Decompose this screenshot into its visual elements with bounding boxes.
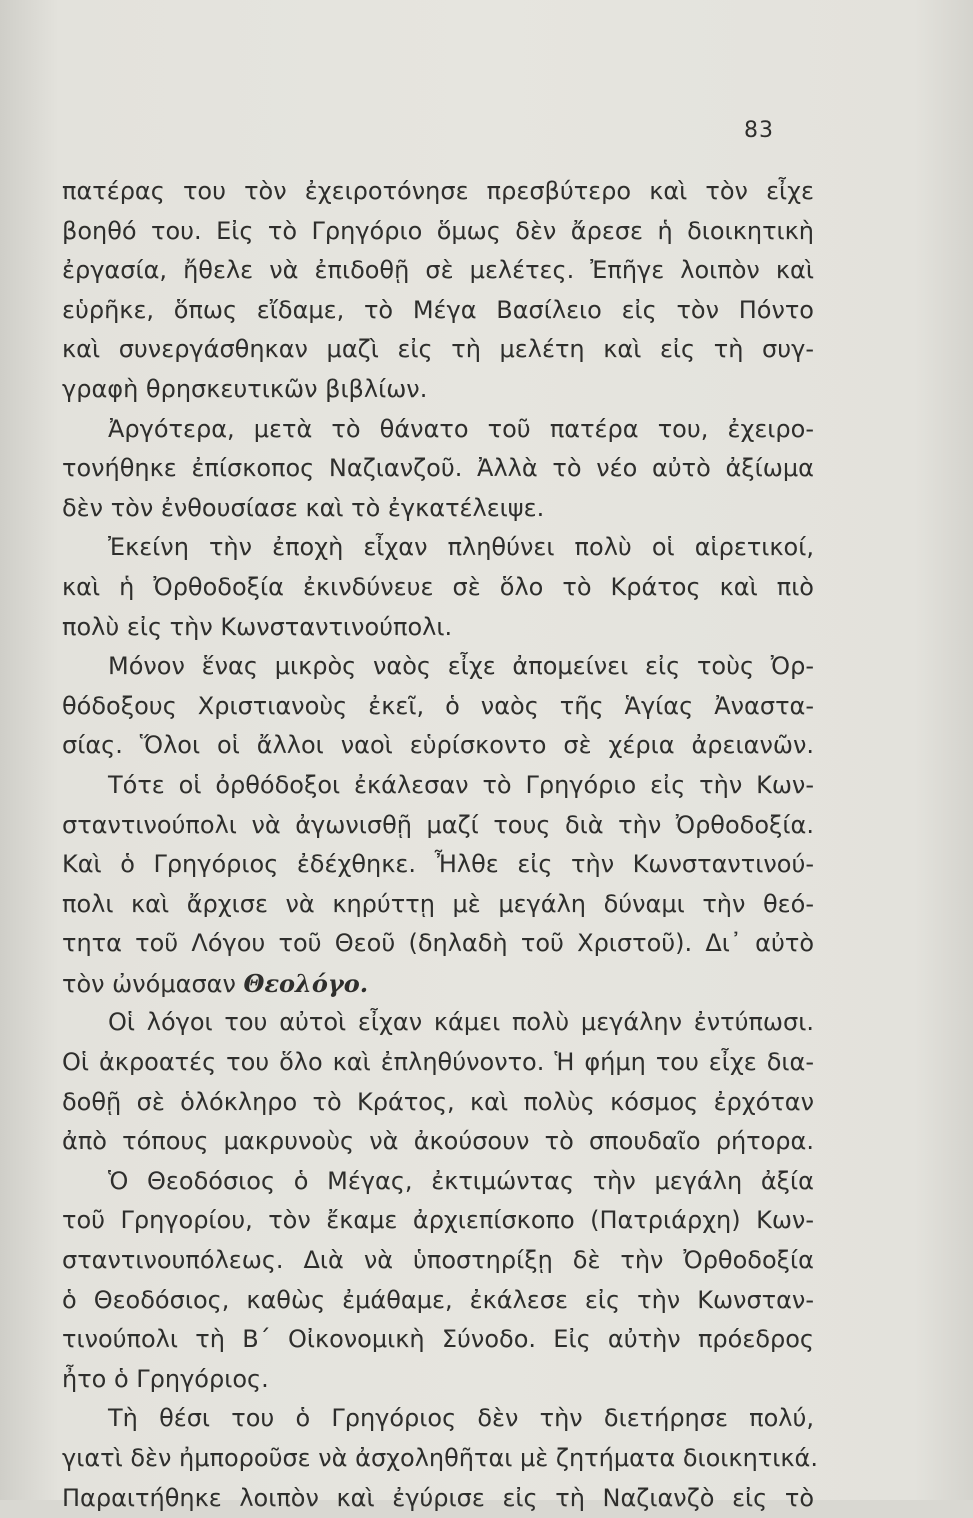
text-line-content: ὁ Θεοδόσιος, καθὼς ἐμάθαμε, ἐκάλεσε εἰς τὴν Κωνσταν- — [62, 1285, 814, 1314]
text-line — [62, 924, 814, 964]
text-line — [62, 370, 814, 410]
text-line-content: πατέρας του τὸν ἐχειροτόνησε πρεσβύτερο καὶ τὸν εἶχε — [62, 177, 814, 205]
text-line — [62, 1122, 814, 1162]
text-line — [62, 410, 814, 450]
text-line-content: σταντινουπόλεως. Διὰ νὰ ὑποστηρίξῃ δὲ τὴν Ὀρθοδοξία — [62, 1246, 814, 1275]
text-line — [62, 647, 814, 687]
text-line-content: ἀπὸ τόπους μακρυνοὺς νὰ ἀκούσουν τὸ σπουδαῖο ρήτορα. — [62, 1127, 814, 1156]
text-line-content: Ἀργότερα, μετὰ τὸ θάνατο τοῦ πατέρα του, ἐχειρο- — [108, 414, 814, 443]
text-line-content: Μόνον ἕνας μικρὸς ναὸς εἶχε ἀπομείνει εἰς τοὺς Ὀρ- — [108, 652, 814, 681]
text-line — [62, 766, 814, 806]
text-line-content: δοθῇ σὲ ὁλόκληρο τὸ Κράτος, καὶ πολὺς κόσμος ἐρχόταν — [62, 1087, 814, 1116]
emphasized-term: Θεολόγο. — [243, 968, 369, 998]
text-line-content: πολι καὶ ἄρχισε νὰ κηρύττῃ μὲ μεγάλη δύναμι τὴν θεό- — [62, 889, 814, 918]
text-line — [62, 1479, 814, 1518]
text-line — [62, 291, 814, 331]
text-line — [62, 251, 814, 291]
text-line — [62, 1439, 818, 1479]
text-line — [62, 964, 814, 1004]
text-line — [62, 608, 814, 648]
text-line — [62, 449, 814, 489]
text-line-content: σίας. Ὅλοι οἱ ἄλλοι ναοὶ εὑρίσκοντο σὲ χέρια ἀρειανῶν. — [62, 731, 814, 760]
text-line — [62, 1360, 814, 1400]
text-line-content: βοηθό του. Εἰς τὸ Γρηγόριο ὅμως δὲν ἄρεσε ἡ διοικητικὴ — [62, 216, 814, 245]
text-line — [62, 330, 814, 370]
text-line-content: τονήθηκε ἐπίσκοπος Ναζιανζοῦ. Ἀλλὰ τὸ νέο αὐτὸ ἀξίωμα — [62, 454, 814, 483]
text-line-content: γραφὴ θρησκευτικῶν βιβλίων. — [62, 374, 428, 403]
text-line — [62, 1281, 814, 1321]
text-line — [62, 1201, 814, 1241]
text-line — [62, 885, 814, 925]
body-text — [62, 172, 818, 1518]
text-line-content: ἐργασία, ἤθελε νὰ ἐπιδοθῇ σὲ μελέτες. Ἐπῆγε λοιπὸν καὶ — [62, 256, 814, 285]
text-line — [62, 568, 814, 608]
page-number: 83 — [744, 118, 774, 143]
text-line-content: καὶ ἡ Ὀρθοδοξία ἐκινδύνευε σὲ ὅλο τὸ Κράτος καὶ πιὸ — [62, 572, 814, 601]
text-line — [62, 1241, 814, 1281]
text-line-content: Ὁ Θεοδόσιος ὁ Μέγας, ἐκτιμώντας τὴν μεγάλη ἀξία — [108, 1166, 814, 1195]
text-line-content: Καὶ ὁ Γρηγόριος ἐδέχθηκε. Ἦλθε εἰς τὴν Κωνσταντινού- — [62, 850, 814, 879]
text-line-content: Οἱ ἀκροατές του ὅλο καὶ ἐπληθύνοντο. Ἡ φήμη του εἶχε δια- — [62, 1048, 814, 1077]
text-line — [62, 1399, 814, 1439]
text-line — [62, 1043, 814, 1083]
text-line-content: τινούπολι τὴ Β΄ Οἰκονομικὴ Σύνοδο. Εἰς αὐτὴν πρόεδρος — [62, 1325, 814, 1354]
text-line-content: ἦτο ὁ Γρηγόριος. — [62, 1364, 269, 1393]
text-line-content: πολὺ εἰς τὴν Κωνσταντινούπολι. — [62, 612, 453, 641]
text-line — [62, 1162, 814, 1202]
text-line-content: τὸν ὠνόμασαν — [62, 969, 236, 998]
text-line-content: εὑρῆκε, ὅπως εἴδαμε, τὸ Μέγα Βασίλειο εἰς τὸν Πόντο — [62, 295, 814, 324]
text-line-content: σταντινούπολι νὰ ἀγωνισθῇ μαζί τους διὰ τὴν Ὀρθοδοξία. — [62, 810, 814, 839]
text-line-content: Παραιτήθηκε λοιπὸν καὶ ἐγύρισε εἰς τὴ Ναζιανζὸ εἰς τὸ — [62, 1483, 814, 1512]
text-line — [62, 212, 814, 252]
text-line — [62, 806, 814, 846]
text-line-content: τητα τοῦ Λόγου τοῦ Θεοῦ (δηλαδὴ τοῦ Χριστοῦ). Δι᾿ αὐτὸ — [62, 929, 814, 958]
text-line-content: γιατὶ δὲν ἠμποροῦσε νὰ ἀσχοληθῆται μὲ ζητήματα διοικητικά. — [62, 1444, 818, 1472]
text-line — [62, 1003, 814, 1043]
text-line — [62, 726, 814, 766]
text-line-content: θόδοξους Χριστιανοὺς ἐκεῖ, ὁ ναὸς τῆς Ἁγίας Ἀναστα- — [62, 691, 814, 720]
text-line — [62, 489, 814, 529]
text-line — [62, 687, 814, 727]
text-line — [62, 845, 814, 885]
text-line-content: Ἐκείνη τὴν ἐποχὴ εἶχαν πληθύνει πολὺ οἱ αἱρετικοί, — [108, 533, 814, 562]
text-line-content: καὶ συνεργάσθηκαν μαζὶ εἰς τὴ μελέτη καὶ εἰς τὴ συγ- — [62, 335, 814, 364]
text-line-content: Οἱ λόγοι του αὐτοὶ εἶχαν κάμει πολὺ μεγάλην ἐντύπωσι. — [108, 1008, 814, 1037]
text-line — [62, 1320, 814, 1360]
text-line-content: τοῦ Γρηγορίου, τὸν ἔκαμε ἀρχιεπίσκοπο (Πατριάρχη) Κων- — [62, 1206, 814, 1235]
text-line — [62, 528, 814, 568]
text-line-content: Τὴ θέσι του ὁ Γρηγόριος δὲν τὴν διετήρησε πολύ, — [108, 1404, 814, 1433]
text-line — [62, 172, 814, 212]
text-line-content: δὲν τὸν ἐνθουσίασε καὶ τὸ ἐγκατέλειψε. — [62, 493, 545, 522]
text-line-content: Τότε οἱ ὀρθόδοξοι ἐκάλεσαν τὸ Γρηγόριο εἰς τὴν Κων- — [108, 770, 814, 799]
text-line — [62, 1083, 814, 1123]
